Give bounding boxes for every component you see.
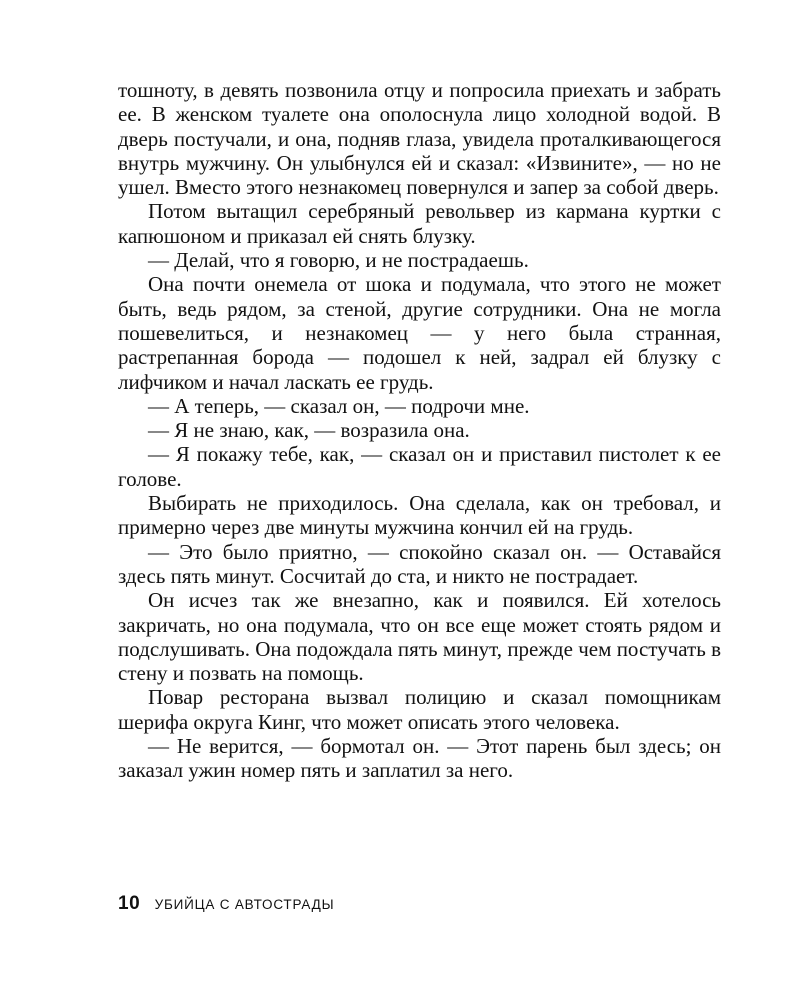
paragraph-dialogue: — Я не знаю, как, — возразила она.	[148, 418, 470, 443]
paragraph-dialogue: — Я покажу тебе, как, — сказал он и приставил пистолет к ее голове.	[118, 442, 721, 491]
paragraph: Выбирать не приходилось. Она сделала, как он требовал, и примерно через две минуты мужчина кончил ей на грудь.	[118, 491, 721, 540]
paragraph: Она почти онемела от шока и подумала, что этого не может быть, ведь рядом, за стеной, другие сотрудники. Она не могла пошевелиться, и незнакомец — у него была странная, растрепанная борода — подошел к ней, задрал ей блузку с лифчиком и начал ласкать ее грудь.	[118, 272, 721, 394]
body-text	[118, 78, 721, 783]
paragraph-continuation: тошноту, в девять позвонила отцу и попросила приехать и забрать ее. В женском туалете она ополоснула лицо холодной водой. В дверь постучали, и она, подняв глаза, увидела проталкивающегося внутрь мужчину. Он улыбнулся ей и сказал: «Извините», — но не ушел. Вместо этого незнакомец повернулся и запер за собой дверь.	[118, 78, 721, 200]
paragraph-dialogue: — Это было приятно, — спокойно сказал он. — Оставайся здесь пять минут. Сосчитай до ста, и никто не пострадает.	[118, 539, 721, 588]
paragraph-dialogue: — А теперь, — сказал он, — подрочи мне.	[148, 393, 530, 418]
page-footer	[118, 893, 334, 915]
paragraph-dialogue: — Делай, что я говорю, и не пострадаешь.	[148, 248, 529, 273]
paragraph: Потом вытащил серебряный револьвер из кармана куртки с капюшоном и приказал ей снять блузку.	[118, 199, 721, 248]
paragraph: Повар ресторана вызвал полицию и сказал помощникам шерифа округа Кинг, что может описать этого человека.	[118, 685, 721, 734]
paragraph-dialogue: — Не верится, — бормотал он. — Этот парень был здесь; он заказал ужин номер пять и заплатил за него.	[118, 734, 721, 783]
running-title: УБИЙЦА С АВТОСТРАДЫ	[154, 897, 335, 912]
paragraph: Он исчез так же внезапно, как и появился. Ей хотелось закричать, но она подумала, что он все еще может стоять рядом и подслушивать. Она подождала пять минут, прежде чем постучать в стену и позвать на помощь.	[118, 588, 721, 686]
page-number: 10	[118, 893, 141, 914]
